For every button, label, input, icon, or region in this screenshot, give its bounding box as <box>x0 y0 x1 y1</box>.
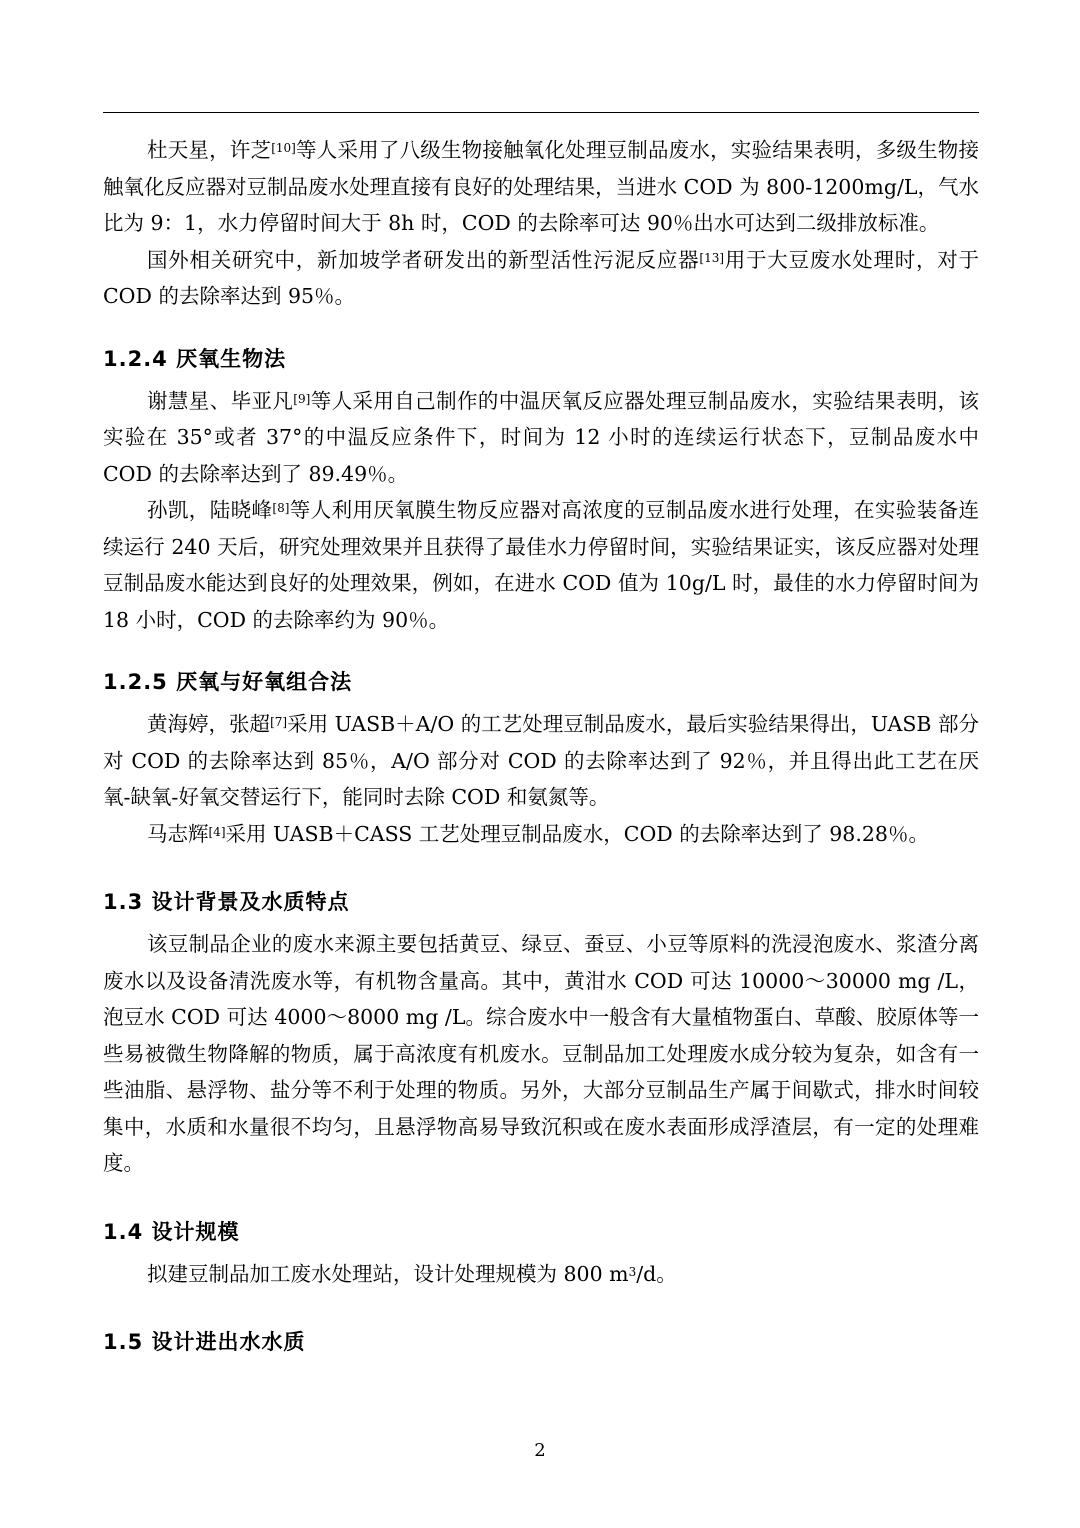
citation: [8] <box>272 501 290 515</box>
paragraph-text: 等人采用自己制作的中温厌氧反应器处理豆制品废水，实验结果表明，该实验在 35°或者 37°的中温反应条件下，时间为 12 小时的连续运行状态下，豆制品废水中 COD 的去除率达到了 89.49％。 <box>103 388 980 486</box>
paragraph-text: 拟建豆制品加工废水处理站，设计处理规模为 800 m <box>147 1261 629 1286</box>
section-heading-1-2-4: 1.2.4 厌氧生物法 <box>103 346 287 371</box>
paragraph-text: 等人利用厌氧膜生物反应器对高浓度的豆制品废水进行处理，在实验装备连续运行 240 天后，研究处理效果并且获得了最佳水力停留时间，实验结果证实，该反应器对处理豆制品废水能达到良好的处理效果，例如，在进水 COD 值为 10g/L 时，最佳的水力停留时间为 18 小时，COD 的去除率约为 90％。 <box>103 498 980 632</box>
paragraph <box>103 816 979 853</box>
superscript: 3 <box>628 1264 637 1279</box>
paragraph-text: /d。 <box>636 1261 677 1286</box>
paragraph-text: 孙凯，陆晓峰 <box>147 498 273 522</box>
paragraph <box>103 492 979 638</box>
section-heading-1-2-5: 1.2.5 厌氧与好氧组合法 <box>103 670 353 694</box>
paragraph <box>103 706 979 816</box>
paragraph-text: 黄海婷，张超 <box>147 712 271 736</box>
paragraph-text: 国外相关研究中，新加坡学者研发出的新型活性污泥反应器 <box>147 247 700 272</box>
paragraph <box>103 383 979 493</box>
paragraph <box>103 132 979 242</box>
header-rule <box>103 112 979 113</box>
citation: [7] <box>270 715 288 729</box>
paragraph <box>103 1256 979 1293</box>
citation: [4] <box>208 824 226 839</box>
document-body <box>103 132 979 1366</box>
citation: [10] <box>271 141 296 155</box>
section-heading-1-3: 1.3 设计背景及水质特点 <box>103 890 350 914</box>
paragraph: 该豆制品企业的废水来源主要包括黄豆、绿豆、蚕豆、小豆等原料的洗浸泡废水、浆渣分离废水以及设备清洗废水等，有机物含量高。其中，黄泔水 COD 可达 10000～30000 mg /L，泡豆水 COD 可达 4000～8000 mg /L。综合废水中一般含有大量植物蛋白、草酸、胶原体等一些易被微生物降解的物质，属于高浓度有机废水。豆制品加工处理废水成分较为复杂，如含有一些油脂、悬浮物、盐分等不利于处理的物质。另外，大部分豆制品生产属于间歇式，排水时间较集中，水质和水量很不均匀，且悬浮物高易导致沉积或在废水表面形成浮渣层，有一定的处理难度。 <box>103 932 979 1175</box>
paragraph-text: 谢慧星、毕亚凡 <box>147 388 294 413</box>
page-number: 2 <box>534 1440 546 1461</box>
paragraph-text: 马志辉 <box>147 821 209 846</box>
section-heading-1-4: 1.4 设计规模 <box>103 1219 240 1244</box>
paragraph-text: 等人采用了八级生物接触氧化处理豆制品废水，实验结果表明，多级生物接触氧化反应器对豆制品废水处理直接有良好的处理结果，当进水 COD 为 800-1200mg/L，气水比为 9：1，水力停留时间大于 8h 时，COD 的去除率可达 90％出水可达到二级排放标准。 <box>103 138 980 235</box>
paragraph-text: 杜天星，许芝 <box>147 138 272 162</box>
citation: [13] <box>699 250 725 265</box>
paragraph-text: 采用 UASB＋A/O 的工艺处理豆制品废水，最后实验结果得出，UASB 部分对 COD 的去除率达到 85％，A/O 部分对 COD 的去除率达到了 92％，并且得出此工艺在厌氧-缺氧-好氧交替运行下，能同时去除 COD 和氨氮等。 <box>103 712 980 809</box>
paragraph-text: 用于大豆废水处理时，对于 COD 的去除率达到 95％。 <box>103 247 980 308</box>
section-heading-1-5: 1.5 设计进出水水质 <box>103 1330 306 1354</box>
paragraph <box>103 242 979 315</box>
paragraph-text: 采用 UASB＋CASS 工艺处理豆制品废水，COD 的去除率达到了 98.28％。 <box>225 821 929 846</box>
citation: [9] <box>293 391 311 406</box>
